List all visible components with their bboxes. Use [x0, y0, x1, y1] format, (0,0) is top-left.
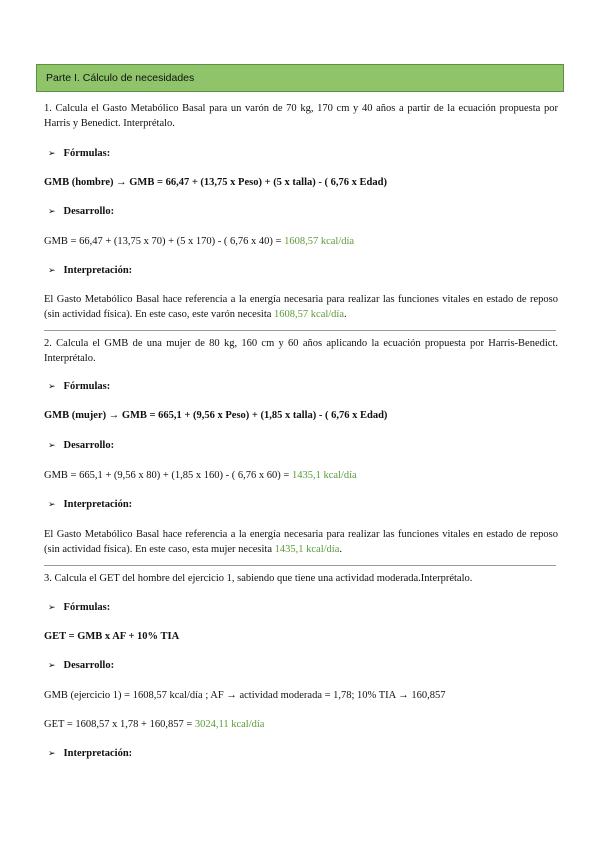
- ex3-desarrollo-line1: GMB (ejercicio 1) = 1608,57 kcal/día ; AF → actividad moderada = 1,78; 10% TIA → 160,857: [44, 690, 446, 701]
- ex2-desarrollo-result: 1435,1 kcal/día: [291, 470, 357, 481]
- ex1-interp-heading: [48, 263, 562, 279]
- exercise-1-question: 1. Calcula el Gasto Metabólico Basal para un varón de 70 kg, 170 cm y 40 años a partir de la ecuación propuesta por Harris y Benedict. Interprétalo.: [44, 103, 558, 129]
- ex1-interp-label: Interpretación:: [63, 265, 133, 276]
- ex1-desarrollo-heading: [48, 204, 562, 220]
- arrow-bullet-icon: ➢: [48, 266, 56, 276]
- ex3-desarrollo-label: Desarrollo:: [63, 660, 115, 671]
- ex2-interp-result: 1435,1 kcal/día: [274, 544, 340, 555]
- exercise-3-question: 3. Calcula el GET del hombre del ejercicio 1, sabiendo que tiene una actividad moderada.Interprétalo.: [44, 573, 473, 584]
- ex1-formulas-label: Fórmulas:: [63, 148, 111, 159]
- ex2-formulas-label: Fórmulas:: [63, 381, 111, 392]
- ex3-interp-label: Interpretación:: [63, 748, 133, 759]
- ex2-formula: GMB (mujer) → GMB = 665,1 + (9,56 x Peso) + (1,85 x talla) - ( 6,76 x Edad): [44, 410, 388, 421]
- ex1-desarrollo-text: GMB = 66,47 + (13,75 x 70) + (5 x 170) - ( 6,76 x 40) =: [44, 236, 285, 247]
- arrow-bullet-icon: ➢: [48, 382, 56, 392]
- ex1-formula: GMB (hombre) → GMB = 66,47 + (13,75 x Peso) + (5 x talla) - ( 6,76 x Edad): [44, 177, 387, 188]
- arrow-bullet-icon: ➢: [48, 149, 56, 159]
- ex3-formulas-heading: [48, 600, 562, 616]
- ex1-interp-end: .: [344, 309, 347, 320]
- ex1-interp-text: El Gasto Metabólico Basal hace referencia a la energía necesaria para realizar las funciones vitales en estado de reposo (sin actividad física). En este caso, este varón necesita: [44, 294, 558, 320]
- ex2-interp-heading: [48, 497, 562, 513]
- ex3-desarrollo-result: 3024,11 kcal/día: [194, 719, 265, 730]
- ex1-interpretation: [44, 292, 558, 322]
- exercise-2-question: 2. Calcula el GMB de una mujer de 80 kg, 160 cm y 60 años aplicando la ecuación propuesta por Harris-Benedict. Interprétalo.: [44, 338, 558, 364]
- ex3-interp-heading: [48, 746, 562, 762]
- arrow-bullet-icon: ➢: [48, 603, 56, 613]
- ex1-desarrollo: [44, 234, 558, 249]
- ex2-desarrollo-text: GMB = 665,1 + (9,56 x 80) + (1,85 x 160) - ( 6,76 x 60) =: [44, 470, 292, 481]
- ex3-formula: GET = GMB x AF + 10% TIA: [44, 631, 180, 642]
- ex3-desarrollo: [44, 717, 558, 732]
- arrow-bullet-icon: ➢: [48, 749, 56, 759]
- ex1-desarrollo-result: 1608,57 kcal/día: [284, 236, 355, 247]
- ex1-desarrollo-label: Desarrollo:: [63, 206, 115, 217]
- arrow-bullet-icon: ➢: [48, 661, 56, 671]
- ex2-desarrollo: [44, 468, 558, 483]
- arrow-bullet-icon: ➢: [48, 207, 56, 217]
- arrow-bullet-icon: ➢: [48, 500, 56, 510]
- arrow-bullet-icon: ➢: [48, 441, 56, 451]
- ex2-interp-label: Interpretación:: [63, 499, 133, 510]
- ex2-desarrollo-label: Desarrollo:: [63, 440, 115, 451]
- ex3-desarrollo-heading: [48, 658, 562, 674]
- ex2-interp-end: .: [339, 544, 342, 555]
- ex3-desarrollo-text: GET = 1608,57 x 1,78 + 160,857 =: [44, 719, 195, 730]
- ex2-interpretation: [44, 527, 558, 557]
- ex1-formulas-heading: [48, 146, 562, 162]
- divider: [44, 330, 556, 331]
- ex2-interp-text: El Gasto Metabólico Basal hace referencia a la energía necesaria para realizar las funciones vitales en estado de reposo (sin actividad física). En este caso, esta mujer necesita: [44, 529, 558, 555]
- ex2-desarrollo-heading: [48, 438, 562, 454]
- ex2-formulas-heading: [48, 379, 562, 395]
- ex1-interp-result: 1608,57 kcal/día: [274, 309, 345, 320]
- section-header: Parte I. Cálculo de necesidades: [36, 64, 564, 92]
- divider: [44, 565, 556, 566]
- ex3-formulas-label: Fórmulas:: [63, 602, 111, 613]
